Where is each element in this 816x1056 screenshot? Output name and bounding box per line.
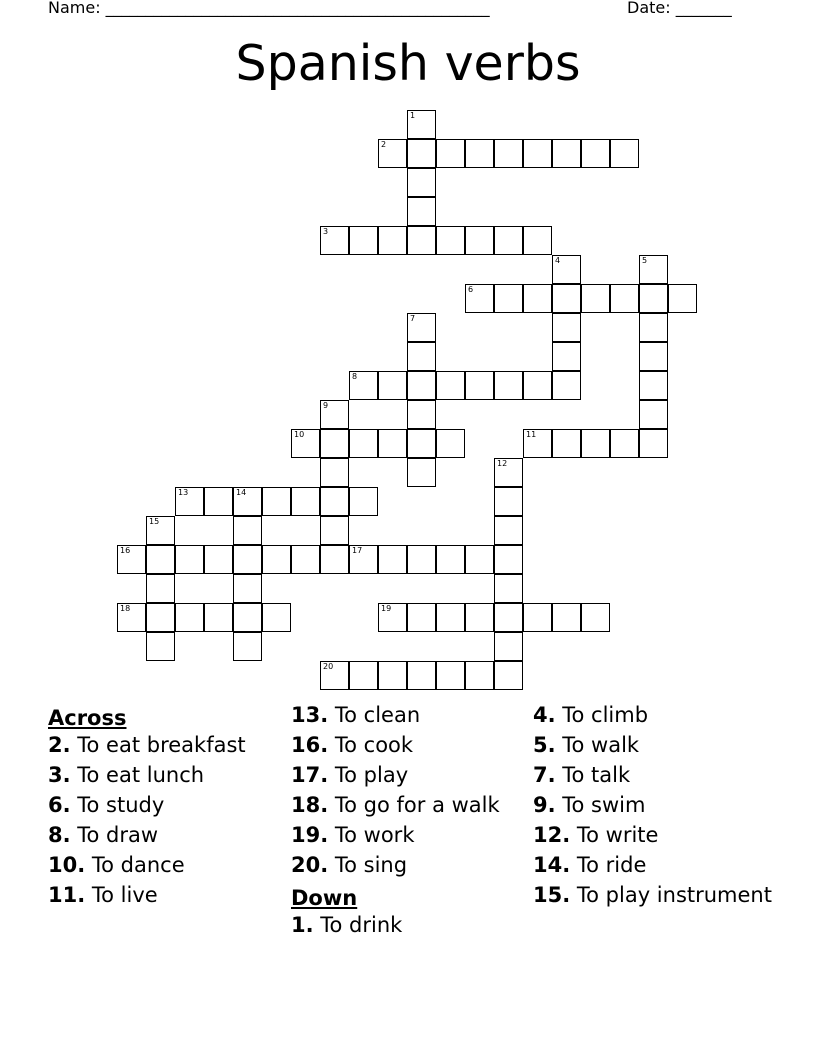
crossword-cell[interactable] <box>117 603 146 632</box>
crossword-cell[interactable] <box>494 487 523 516</box>
crossword-cell[interactable] <box>639 284 668 313</box>
crossword-cell[interactable] <box>320 661 349 690</box>
clue-number: 14 <box>236 488 247 497</box>
crossword-cell[interactable] <box>523 139 552 168</box>
crossword-cell[interactable] <box>262 487 291 516</box>
crossword-cell[interactable] <box>349 226 378 255</box>
crossword-cell[interactable] <box>349 545 378 574</box>
crossword-cell[interactable] <box>436 371 465 400</box>
crossword-cell[interactable] <box>494 516 523 545</box>
crossword-cell[interactable] <box>581 603 610 632</box>
crossword-cell[interactable] <box>320 487 349 516</box>
crossword-cell[interactable] <box>407 545 436 574</box>
crossword-cell[interactable] <box>494 632 523 661</box>
clue-number: 8 <box>352 372 358 381</box>
clue-down-14: 14. To ride <box>533 853 647 877</box>
crossword-cell[interactable] <box>378 371 407 400</box>
clues-column-2 <box>291 703 541 943</box>
clue-number: 16 <box>120 546 131 555</box>
crossword-cell[interactable] <box>378 139 407 168</box>
clue-number: 9 <box>323 401 329 410</box>
crossword-cell[interactable] <box>407 429 436 458</box>
clue-across-18: 18. To go for a walk <box>291 793 500 817</box>
crossword-cell[interactable] <box>494 603 523 632</box>
crossword-cell[interactable] <box>349 429 378 458</box>
crossword-cell[interactable] <box>436 545 465 574</box>
clue-number: 4 <box>555 256 561 265</box>
crossword-cell[interactable] <box>320 545 349 574</box>
name-field-label: Name: ________________________________________________ <box>48 0 490 17</box>
crossword-cell[interactable] <box>262 603 291 632</box>
crossword-cell[interactable] <box>407 226 436 255</box>
clue-across-8: 8. To draw <box>48 823 159 847</box>
clue-down-15: 15. To play instrument <box>533 883 772 907</box>
crossword-cell[interactable] <box>407 168 436 197</box>
crossword-cell[interactable] <box>204 603 233 632</box>
crossword-cell[interactable] <box>349 661 378 690</box>
clue-number: 1 <box>410 111 416 120</box>
crossword-cell[interactable] <box>610 429 639 458</box>
clue-number: 13 <box>178 488 189 497</box>
crossword-cell[interactable] <box>552 342 581 371</box>
clue-down-7: 7. To talk <box>533 763 631 787</box>
crossword-cell[interactable] <box>436 226 465 255</box>
crossword-cell[interactable] <box>233 545 262 574</box>
crossword-cell[interactable] <box>146 545 175 574</box>
crossword-cell[interactable] <box>407 197 436 226</box>
crossword-cell[interactable] <box>146 574 175 603</box>
crossword-cell[interactable] <box>407 139 436 168</box>
crossword-cell[interactable] <box>349 371 378 400</box>
crossword-cell[interactable] <box>262 545 291 574</box>
clue-down-5: 5. To walk <box>533 733 640 757</box>
clue-number: 7 <box>410 314 416 323</box>
crossword-cell[interactable] <box>378 429 407 458</box>
crossword-cell[interactable] <box>639 313 668 342</box>
crossword-cell[interactable] <box>552 371 581 400</box>
crossword-cell[interactable] <box>639 371 668 400</box>
crossword-cell[interactable] <box>407 110 436 139</box>
crossword-cell[interactable] <box>494 284 523 313</box>
crossword-cell[interactable] <box>494 458 523 487</box>
crossword-cell[interactable] <box>233 487 262 516</box>
clue-number: 18 <box>120 604 131 613</box>
clue-number: 15 <box>149 517 160 526</box>
crossword-cell[interactable] <box>378 603 407 632</box>
crossword-cell[interactable] <box>233 632 262 661</box>
crossword-cell[interactable] <box>146 516 175 545</box>
crossword-cell[interactable] <box>465 603 494 632</box>
clue-number: 20 <box>323 662 334 671</box>
crossword-cell[interactable] <box>639 429 668 458</box>
crossword-cell[interactable] <box>175 603 204 632</box>
clue-across-16: 16. To cook <box>291 733 414 757</box>
crossword-cell[interactable] <box>407 313 436 342</box>
crossword-cell[interactable] <box>291 487 320 516</box>
crossword-cell[interactable] <box>523 371 552 400</box>
crossword-cell[interactable] <box>175 487 204 516</box>
crossword-cell[interactable] <box>610 139 639 168</box>
clue-number: 10 <box>294 430 305 439</box>
crossword-cell[interactable] <box>523 284 552 313</box>
crossword-cell[interactable] <box>465 284 494 313</box>
crossword-cell[interactable] <box>349 487 378 516</box>
crossword-cell[interactable] <box>291 545 320 574</box>
crossword-cell[interactable] <box>320 458 349 487</box>
crossword-cell[interactable] <box>204 487 233 516</box>
clue-number: 12 <box>497 459 508 468</box>
crossword-cell[interactable] <box>407 400 436 429</box>
crossword-cell[interactable] <box>320 226 349 255</box>
crossword-cell[interactable] <box>436 429 465 458</box>
crossword-cell[interactable] <box>407 603 436 632</box>
crossword-cell[interactable] <box>233 603 262 632</box>
crossword-cell[interactable] <box>465 545 494 574</box>
crossword-cell[interactable] <box>581 139 610 168</box>
crossword-cell[interactable] <box>436 139 465 168</box>
crossword-cell[interactable] <box>175 545 204 574</box>
crossword-cell[interactable] <box>639 342 668 371</box>
clue-across-2: 2. To eat breakfast <box>48 733 246 757</box>
clue-across-13: 13. To clean <box>291 703 421 727</box>
clue-number: 19 <box>381 604 392 613</box>
crossword-cell[interactable] <box>494 574 523 603</box>
crossword-cell[interactable] <box>436 603 465 632</box>
crossword-cell[interactable] <box>378 545 407 574</box>
crossword-cell[interactable] <box>523 226 552 255</box>
crossword-cell[interactable] <box>407 458 436 487</box>
crossword-cell[interactable] <box>465 226 494 255</box>
down-heading: Down <box>291 886 358 910</box>
crossword-cell[interactable] <box>639 400 668 429</box>
crossword-cell[interactable] <box>407 342 436 371</box>
clue-number: 2 <box>381 140 387 149</box>
crossword-cell[interactable] <box>465 661 494 690</box>
crossword-cell[interactable] <box>204 545 233 574</box>
crossword-cell[interactable] <box>233 516 262 545</box>
crossword-cell[interactable] <box>494 226 523 255</box>
crossword-cell[interactable] <box>552 139 581 168</box>
crossword-cell[interactable] <box>494 371 523 400</box>
clues-column-3 <box>533 703 783 913</box>
clue-down-1: 1. To drink <box>291 913 403 937</box>
across-heading: Across <box>48 706 127 730</box>
crossword-cell[interactable] <box>465 139 494 168</box>
date-field-label: Date: _______ <box>627 0 732 17</box>
clue-number: 17 <box>352 546 363 555</box>
crossword-cell[interactable] <box>552 603 581 632</box>
crossword-cell[interactable] <box>552 313 581 342</box>
crossword-cell[interactable] <box>552 255 581 284</box>
clue-across-20: 20. To sing <box>291 853 408 877</box>
crossword-cell[interactable] <box>465 371 494 400</box>
crossword-cell[interactable] <box>639 255 668 284</box>
crossword-cell[interactable] <box>378 226 407 255</box>
clue-across-17: 17. To play <box>291 763 409 787</box>
crossword-cell[interactable] <box>146 632 175 661</box>
crossword-cell[interactable] <box>494 661 523 690</box>
crossword-cell[interactable] <box>581 429 610 458</box>
crossword-cell[interactable] <box>291 429 320 458</box>
clue-down-9: 9. To swim <box>533 793 646 817</box>
crossword-cell[interactable] <box>146 603 175 632</box>
crossword-cell[interactable] <box>436 661 465 690</box>
crossword-cell[interactable] <box>494 139 523 168</box>
crossword-cell[interactable] <box>494 545 523 574</box>
clue-across-6: 6. To study <box>48 793 165 817</box>
crossword-cell[interactable] <box>320 429 349 458</box>
crossword-cell[interactable] <box>552 429 581 458</box>
clue-number: 6 <box>468 285 474 294</box>
crossword-cell[interactable] <box>581 284 610 313</box>
clue-down-4: 4. To climb <box>533 703 649 727</box>
crossword-cell[interactable] <box>117 545 146 574</box>
crossword-cell[interactable] <box>668 284 697 313</box>
clue-number: 11 <box>526 430 537 439</box>
crossword-cell[interactable] <box>523 429 552 458</box>
crossword-cell[interactable] <box>233 574 262 603</box>
crossword-cell[interactable] <box>407 371 436 400</box>
crossword-cell[interactable] <box>320 516 349 545</box>
clue-number: 5 <box>642 256 648 265</box>
clue-across-3: 3. To eat lunch <box>48 763 205 787</box>
crossword-cell[interactable] <box>378 661 407 690</box>
crossword-cell[interactable] <box>523 603 552 632</box>
crossword-cell[interactable] <box>610 284 639 313</box>
page-title: Spanish verbs <box>235 35 581 92</box>
clue-down-12: 12. To write <box>533 823 659 847</box>
clue-number: 3 <box>323 227 329 236</box>
clue-across-10: 10. To dance <box>48 853 185 877</box>
crossword-cell[interactable] <box>407 661 436 690</box>
clues-column-1 <box>48 703 298 913</box>
clue-across-11: 11. To live <box>48 883 158 907</box>
crossword-cell[interactable] <box>552 284 581 313</box>
crossword-cell[interactable] <box>320 400 349 429</box>
clue-across-19: 19. To work <box>291 823 415 847</box>
